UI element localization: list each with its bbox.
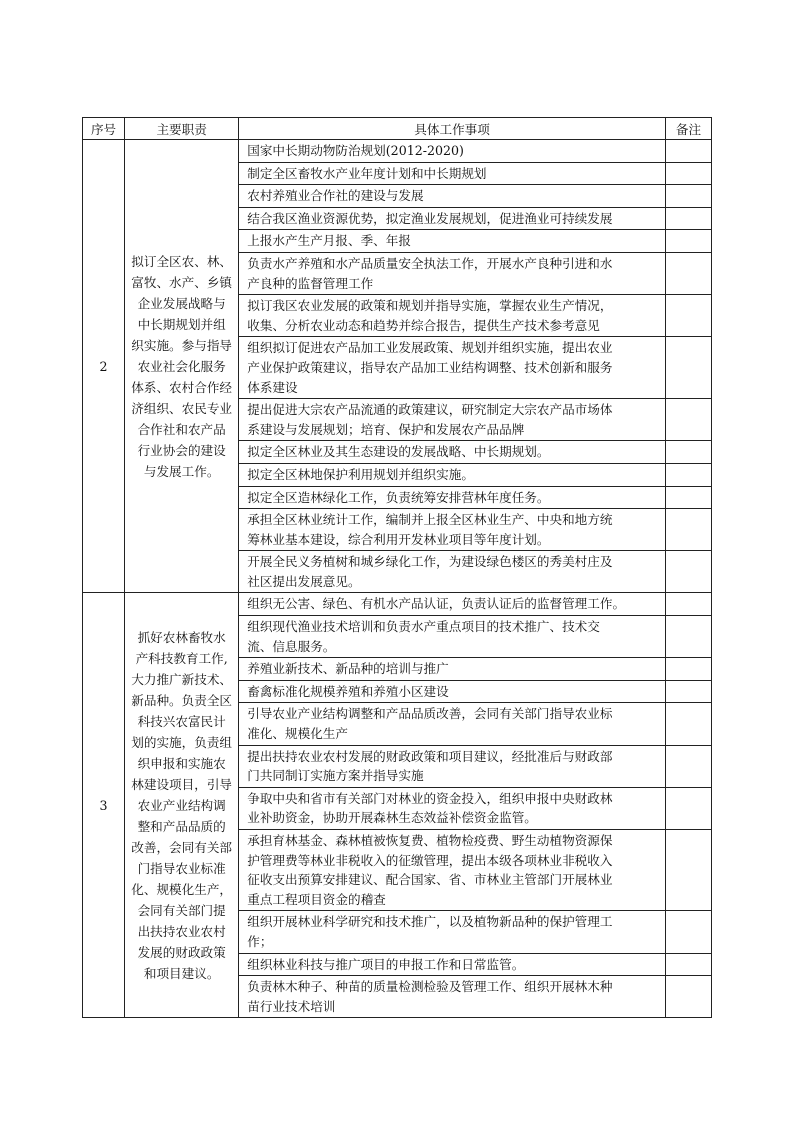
note-cell bbox=[665, 486, 711, 509]
note-cell bbox=[665, 140, 711, 163]
table-body bbox=[83, 140, 712, 1018]
note-cell bbox=[665, 745, 711, 787]
note-cell bbox=[665, 162, 711, 185]
duty-line: 门指导农业标准 bbox=[137, 860, 226, 876]
duty-table bbox=[82, 117, 712, 1018]
task-cell bbox=[239, 295, 666, 337]
task-line: 拟定全区造林绿化工作，负责统筹安排营林年度任务。 bbox=[247, 489, 550, 505]
duty-line: 划的实施，负责组 bbox=[131, 734, 233, 750]
task-cell bbox=[239, 680, 666, 703]
task-line: 负责林木种子、种苗的质量检测检验及管理工作、组织开展林木种 bbox=[247, 979, 613, 995]
duty-line: 新品种。负责全区 bbox=[131, 692, 233, 708]
note-cell bbox=[665, 252, 711, 294]
task-line: 争取中央和省市有关部门对林业的资金投入，组织申报中央财政林 bbox=[247, 790, 613, 806]
task-cell bbox=[239, 486, 666, 509]
duty-line: 行业协会的建设 bbox=[137, 442, 226, 458]
task-cell bbox=[239, 185, 666, 208]
task-line: 拟订我区农业发展的政策和规划并指导实施，掌握农业生产情况， bbox=[247, 298, 613, 314]
task-cell bbox=[239, 509, 666, 551]
table-row bbox=[83, 593, 712, 616]
task-cell bbox=[239, 252, 666, 294]
note-cell bbox=[665, 441, 711, 464]
duty-line: 合作社和农产品 bbox=[137, 421, 226, 437]
task-line: 提出促进大宗农产品流通的政策建议，研究制定大宗农产品市场体 bbox=[247, 402, 613, 418]
header-row bbox=[83, 118, 712, 140]
note-cell bbox=[665, 953, 711, 976]
note-cell bbox=[665, 911, 711, 953]
duty-line: 林建设项目，引导 bbox=[131, 776, 233, 792]
task-line: 组织拟订促进农产品加工业发展政策、规划并组织实施，提出农业 bbox=[247, 340, 613, 356]
note-cell bbox=[665, 830, 711, 911]
header-task: 具体工作事项 bbox=[239, 118, 666, 140]
task-cell bbox=[239, 207, 666, 230]
task-cell bbox=[239, 399, 666, 441]
task-cell bbox=[239, 463, 666, 486]
note-cell bbox=[665, 509, 711, 551]
task-line: 社区提出发展意见。 bbox=[247, 573, 361, 589]
duty-line: 改善，会同有关部 bbox=[131, 839, 233, 855]
duty-cell bbox=[125, 140, 239, 593]
task-line: 业补助资金，协助开展森林生态效益补偿资金监管。 bbox=[247, 810, 537, 826]
task-cell bbox=[239, 830, 666, 911]
duty-line: 济组织、农民专业 bbox=[131, 400, 233, 416]
note-cell bbox=[665, 399, 711, 441]
task-cell bbox=[239, 337, 666, 399]
duty-line: 发展的财政政策 bbox=[137, 944, 226, 960]
task-cell bbox=[239, 593, 666, 616]
task-cell bbox=[239, 230, 666, 253]
task-cell bbox=[239, 441, 666, 464]
task-cell bbox=[239, 953, 666, 976]
note-cell bbox=[665, 976, 711, 1018]
task-line: 产业保护政策建议，指导农产品加工业结构调整、技术创新和服务 bbox=[247, 359, 613, 375]
task-line: 承担全区林业统计工作，编制并上报全区林业生产、中央和地方统 bbox=[247, 512, 613, 528]
task-line: 结合我区渔业资源优势，拟定渔业发展规划，促进渔业可持续发展 bbox=[247, 210, 613, 226]
task-cell bbox=[239, 140, 666, 163]
task-line: 组织现代渔业技术培训和负责水产重点项目的技术推广、技术交 bbox=[247, 619, 600, 635]
note-cell bbox=[665, 337, 711, 399]
task-line: 拟定全区林业及其生态建设的发展战略、中长期规划。 bbox=[247, 444, 550, 460]
duty-line: 农业社会化服务 bbox=[137, 358, 226, 374]
note-cell bbox=[665, 658, 711, 681]
seq-cell: 3 bbox=[83, 593, 125, 1018]
duty-line: 与发展工作。 bbox=[143, 463, 220, 479]
duty-line: 整和产品品质的 bbox=[137, 818, 226, 834]
duty-line: 富牧、水产、乡镇 bbox=[131, 274, 233, 290]
note-cell bbox=[665, 295, 711, 337]
duty-line: 体系、农村合作经 bbox=[131, 379, 233, 395]
task-line: 征收支出预算安排建议、配合国家、省、市林业主管部门开展林业 bbox=[247, 872, 613, 888]
duty-line: 企业发展战略与 bbox=[137, 295, 226, 311]
task-cell bbox=[239, 162, 666, 185]
seq-cell: 2 bbox=[83, 140, 125, 593]
duty-line: 中长期规划并组 bbox=[137, 316, 226, 332]
duty-line: 会同有关部门提 bbox=[137, 902, 226, 918]
duty-line: 织申报和实施农 bbox=[137, 755, 226, 771]
duty-line: 抓好农林畜牧水 bbox=[137, 629, 226, 645]
task-line: 重点工程项目资金的稽查 bbox=[247, 891, 386, 907]
task-cell bbox=[239, 551, 666, 593]
note-cell bbox=[665, 463, 711, 486]
duty-line: 出扶持农业农村 bbox=[137, 923, 226, 939]
duty-cell bbox=[125, 593, 239, 1018]
task-line: 产良种的监督管理工作 bbox=[247, 275, 374, 291]
task-line: 拟定全区林地保护利用规划并组织实施。 bbox=[247, 466, 474, 482]
header-duty: 主要职责 bbox=[125, 118, 239, 140]
task-line: 组织林业科技与推广项目的申报工作和日常监管。 bbox=[247, 956, 525, 972]
task-line: 系建设与发展规划；培育、保护和发展农产品品牌 bbox=[247, 421, 525, 437]
task-line: 承担育林基金、森林植被恢复费、植物检疫费、野生动植物资源保 bbox=[247, 833, 613, 848]
task-line: 上报水产生产月报、季、年报 bbox=[247, 233, 411, 249]
duty-line: 织实施。参与指导 bbox=[131, 337, 233, 353]
task-line: 养殖业新技术、新品种的培训与推广 bbox=[247, 661, 449, 677]
duty-line: 和项目建议。 bbox=[143, 965, 220, 981]
task-cell bbox=[239, 745, 666, 787]
task-line: 护管理费等林业非税收入的征缴管理，提出本级各项林业非税收入 bbox=[247, 852, 613, 868]
task-line: 组织无公害、绿色、有机水产品认证，负责认证后的监督管理工作。 bbox=[247, 596, 626, 612]
task-cell bbox=[239, 703, 666, 745]
task-line: 准化、规模化生产 bbox=[247, 726, 348, 742]
note-cell bbox=[665, 680, 711, 703]
duty-line: 产科技教育工作, bbox=[135, 650, 228, 666]
task-line: 苗行业技术培训 bbox=[247, 998, 336, 1014]
task-cell bbox=[239, 787, 666, 829]
task-line: 作； bbox=[247, 933, 273, 949]
task-line: 引导农业产业结构调整和产品品质改善，会同有关部门指导农业标 bbox=[247, 706, 613, 722]
note-cell bbox=[665, 185, 711, 208]
task-line: 开展全民义务植树和城乡绿化工作，为建设绿色楼区的秀美村庄及 bbox=[247, 554, 613, 570]
note-cell bbox=[665, 616, 711, 658]
note-cell bbox=[665, 703, 711, 745]
duty-line: 拟订全区农、林、 bbox=[131, 253, 233, 269]
task-line: 国家中长期动物防治规划(2012-2020) bbox=[247, 143, 464, 158]
header-note: 备注 bbox=[665, 118, 711, 140]
duty-line: 农业产业结构调 bbox=[137, 797, 226, 813]
task-line: 收集、分析农业动态和趋势并综合报告，提供生产技术参考意见 bbox=[247, 317, 600, 333]
task-cell bbox=[239, 911, 666, 953]
task-line: 门共同制订实施方案并指导实施 bbox=[247, 768, 424, 784]
task-line: 筹林业基本建设，综合利用开发林业项目等年度计划。 bbox=[247, 531, 550, 547]
task-line: 畜禽标准化规模养殖和养殖小区建设 bbox=[247, 683, 449, 699]
duty-line: 化、规模化生产， bbox=[131, 881, 233, 897]
task-line: 提出扶持农业农村发展的财政政策和项目建议，经批准后与财政部 bbox=[247, 748, 613, 764]
table-row bbox=[83, 140, 712, 163]
note-cell bbox=[665, 551, 711, 593]
note-cell bbox=[665, 207, 711, 230]
header-seq: 序号 bbox=[83, 118, 125, 140]
task-line: 组织开展林业科学研究和技术推广，以及植物新品种的保护管理工 bbox=[247, 914, 613, 930]
duty-line: 科技兴农富民计 bbox=[137, 713, 226, 729]
task-line: 农村养殖业合作社的建设与发展 bbox=[247, 188, 424, 204]
task-line: 负责水产养殖和水产品质量安全执法工作，开展水产良种引进和水 bbox=[247, 255, 613, 271]
note-cell bbox=[665, 593, 711, 616]
task-cell bbox=[239, 976, 666, 1018]
task-line: 流、信息服务。 bbox=[247, 638, 336, 654]
duty-line: 大力推广新技术、 bbox=[131, 671, 233, 687]
task-cell bbox=[239, 616, 666, 658]
note-cell bbox=[665, 787, 711, 829]
note-cell bbox=[665, 230, 711, 253]
task-cell bbox=[239, 658, 666, 681]
task-line: 体系建设 bbox=[247, 379, 298, 395]
task-line: 制定全区畜牧水产业年度计划和中长期规划 bbox=[247, 165, 487, 181]
